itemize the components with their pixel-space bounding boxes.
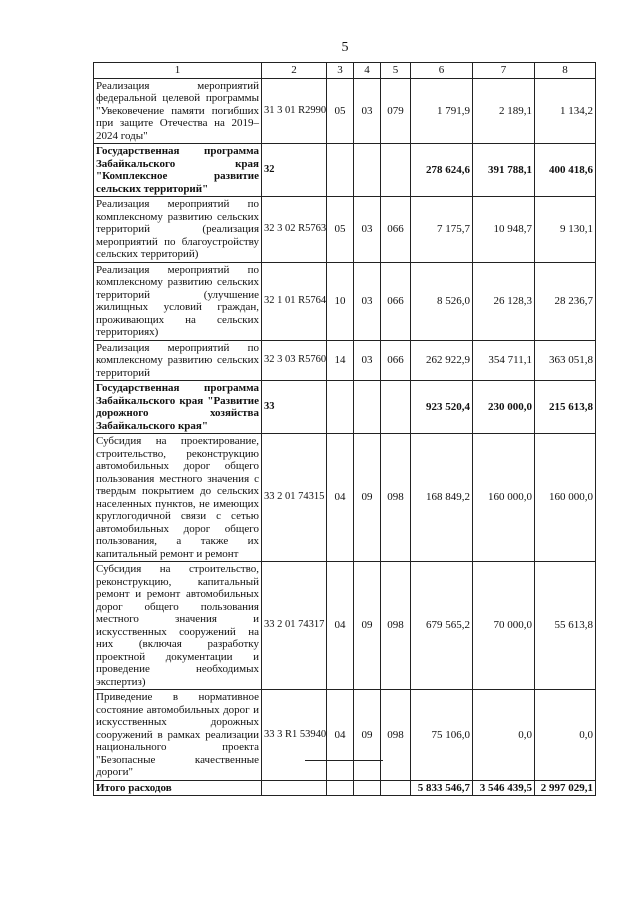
total-value-col7: 3 546 439,5 bbox=[473, 780, 535, 796]
table-row-program bbox=[94, 144, 596, 197]
row-code: 32 bbox=[262, 144, 327, 197]
table-header-row bbox=[94, 63, 596, 79]
row-value-col8: 363 051,8 bbox=[535, 340, 596, 381]
row-value-col6: 75 106,0 bbox=[411, 690, 473, 781]
row-section bbox=[327, 381, 354, 434]
row-name: Государственная программа Забайкальского края "Развитие дорожного хозяйства Забайкальского края" bbox=[94, 381, 262, 434]
row-value-col7: 26 128,3 bbox=[473, 262, 535, 340]
row-code: 32 3 03 R5760 bbox=[262, 340, 327, 381]
row-value-col7: 10 948,7 bbox=[473, 197, 535, 263]
row-name: Реализация мероприятий по комплексному развитию сельских территорий (улучшение жилищных условий граждан, проживающих на сельских территориях) bbox=[94, 262, 262, 340]
row-value-col7: 70 000,0 bbox=[473, 562, 535, 690]
row-code: 33 bbox=[262, 381, 327, 434]
row-expense-type: 066 bbox=[381, 262, 411, 340]
row-value-col7: 2 189,1 bbox=[473, 78, 535, 144]
row-expense-type bbox=[381, 144, 411, 197]
row-section: 10 bbox=[327, 262, 354, 340]
table-row bbox=[94, 562, 596, 690]
table-body bbox=[94, 78, 596, 796]
row-value-col7: 160 000,0 bbox=[473, 434, 535, 562]
row-value-col7: 391 788,1 bbox=[473, 144, 535, 197]
empty-cell bbox=[381, 780, 411, 796]
empty-cell bbox=[262, 780, 327, 796]
row-name: Приведение в нормативное состояние автомобильных дорог и искусственных дорожных сооружений в рамках реализации национального проекта "Безопасные качественные дороги" bbox=[94, 690, 262, 781]
row-expense-type: 079 bbox=[381, 78, 411, 144]
row-value-col6: 1 791,9 bbox=[411, 78, 473, 144]
row-section: 05 bbox=[327, 197, 354, 263]
row-value-col6: 278 624,6 bbox=[411, 144, 473, 197]
row-expense-type: 066 bbox=[381, 197, 411, 263]
row-expense-type bbox=[381, 381, 411, 434]
table-row bbox=[94, 78, 596, 144]
column-header: 2 bbox=[262, 63, 327, 79]
total-value-col8: 2 997 029,1 bbox=[535, 780, 596, 796]
row-name: Реализация мероприятий по комплексному развитию сельских территорий bbox=[94, 340, 262, 381]
row-value-col8: 55 613,8 bbox=[535, 562, 596, 690]
row-section: 05 bbox=[327, 78, 354, 144]
row-expense-type: 098 bbox=[381, 690, 411, 781]
row-section: 04 bbox=[327, 434, 354, 562]
row-subsection bbox=[354, 381, 381, 434]
row-section: 04 bbox=[327, 562, 354, 690]
row-value-col6: 923 520,4 bbox=[411, 381, 473, 434]
total-row bbox=[94, 780, 596, 796]
row-code: 33 3 R1 53940 bbox=[262, 690, 327, 781]
row-subsection: 03 bbox=[354, 340, 381, 381]
column-header: 6 bbox=[411, 63, 473, 79]
column-header: 4 bbox=[354, 63, 381, 79]
column-header: 5 bbox=[381, 63, 411, 79]
row-name: Реализация мероприятий по комплексному развитию сельских территорий (реализация мероприятий по благоустройству сельских территорий) bbox=[94, 197, 262, 263]
table-row bbox=[94, 262, 596, 340]
row-value-col8: 0,0 bbox=[535, 690, 596, 781]
row-section bbox=[327, 144, 354, 197]
row-value-col6: 262 922,9 bbox=[411, 340, 473, 381]
table-row bbox=[94, 690, 596, 781]
table-row bbox=[94, 340, 596, 381]
empty-cell bbox=[354, 780, 381, 796]
row-subsection: 09 bbox=[354, 434, 381, 562]
row-value-col8: 28 236,7 bbox=[535, 262, 596, 340]
row-code: 32 3 02 R5763 bbox=[262, 197, 327, 263]
row-expense-type: 098 bbox=[381, 562, 411, 690]
row-value-col8: 9 130,1 bbox=[535, 197, 596, 263]
budget-table bbox=[93, 62, 596, 796]
column-header: 7 bbox=[473, 63, 535, 79]
row-value-col7: 0,0 bbox=[473, 690, 535, 781]
row-value-col6: 679 565,2 bbox=[411, 562, 473, 690]
row-value-col8: 400 418,6 bbox=[535, 144, 596, 197]
row-subsection: 03 bbox=[354, 78, 381, 144]
table-row bbox=[94, 434, 596, 562]
row-code: 33 2 01 74317 bbox=[262, 562, 327, 690]
row-value-col8: 215 613,8 bbox=[535, 381, 596, 434]
row-name: Субсидия на проектирование, строительство, реконструкцию автомобильных дорог общего пользования местного значения с твердым покрытием до сельских населенных пунктов, не имеющих круглогодичной связи с сетью автомобильных дорог общего пользования, а также их капитальный ремонт и ремонт bbox=[94, 434, 262, 562]
row-section: 14 bbox=[327, 340, 354, 381]
row-value-col7: 230 000,0 bbox=[473, 381, 535, 434]
row-subsection: 03 bbox=[354, 262, 381, 340]
table-row-program bbox=[94, 381, 596, 434]
row-code: 33 2 01 74315 bbox=[262, 434, 327, 562]
row-value-col6: 168 849,2 bbox=[411, 434, 473, 562]
row-subsection: 03 bbox=[354, 197, 381, 263]
row-value-col7: 354 711,1 bbox=[473, 340, 535, 381]
row-subsection: 09 bbox=[354, 690, 381, 781]
row-value-col8: 160 000,0 bbox=[535, 434, 596, 562]
table-row bbox=[94, 197, 596, 263]
row-section: 04 bbox=[327, 690, 354, 781]
total-label: Итого расходов bbox=[94, 780, 262, 796]
total-value-col6: 5 833 546,7 bbox=[411, 780, 473, 796]
empty-cell bbox=[327, 780, 354, 796]
row-subsection bbox=[354, 144, 381, 197]
row-value-col6: 8 526,0 bbox=[411, 262, 473, 340]
row-name: Государственная программа Забайкальского края "Комплексное развитие сельских территорий" bbox=[94, 144, 262, 197]
footer-divider bbox=[305, 760, 383, 761]
column-header: 1 bbox=[94, 63, 262, 79]
row-code: 31 3 01 R2990 bbox=[262, 78, 327, 144]
row-value-col6: 7 175,7 bbox=[411, 197, 473, 263]
row-name: Реализация мероприятий федеральной целевой программы "Увековечение памяти погибших при защите Отечества на 2019–2024 годы" bbox=[94, 78, 262, 144]
page-number: 5 bbox=[341, 40, 349, 55]
column-header: 8 bbox=[535, 63, 596, 79]
row-subsection: 09 bbox=[354, 562, 381, 690]
row-name: Субсидия на строительство, реконструкцию, капитальный ремонт и ремонт автомобильных дорог общего пользования местного значения и искусственных сооружений на них (включая разработку проектной документации и проведение необходимых экспертиз) bbox=[94, 562, 262, 690]
row-expense-type: 066 bbox=[381, 340, 411, 381]
row-expense-type: 098 bbox=[381, 434, 411, 562]
row-code: 32 1 01 R5764 bbox=[262, 262, 327, 340]
column-header: 3 bbox=[327, 63, 354, 79]
row-value-col8: 1 134,2 bbox=[535, 78, 596, 144]
